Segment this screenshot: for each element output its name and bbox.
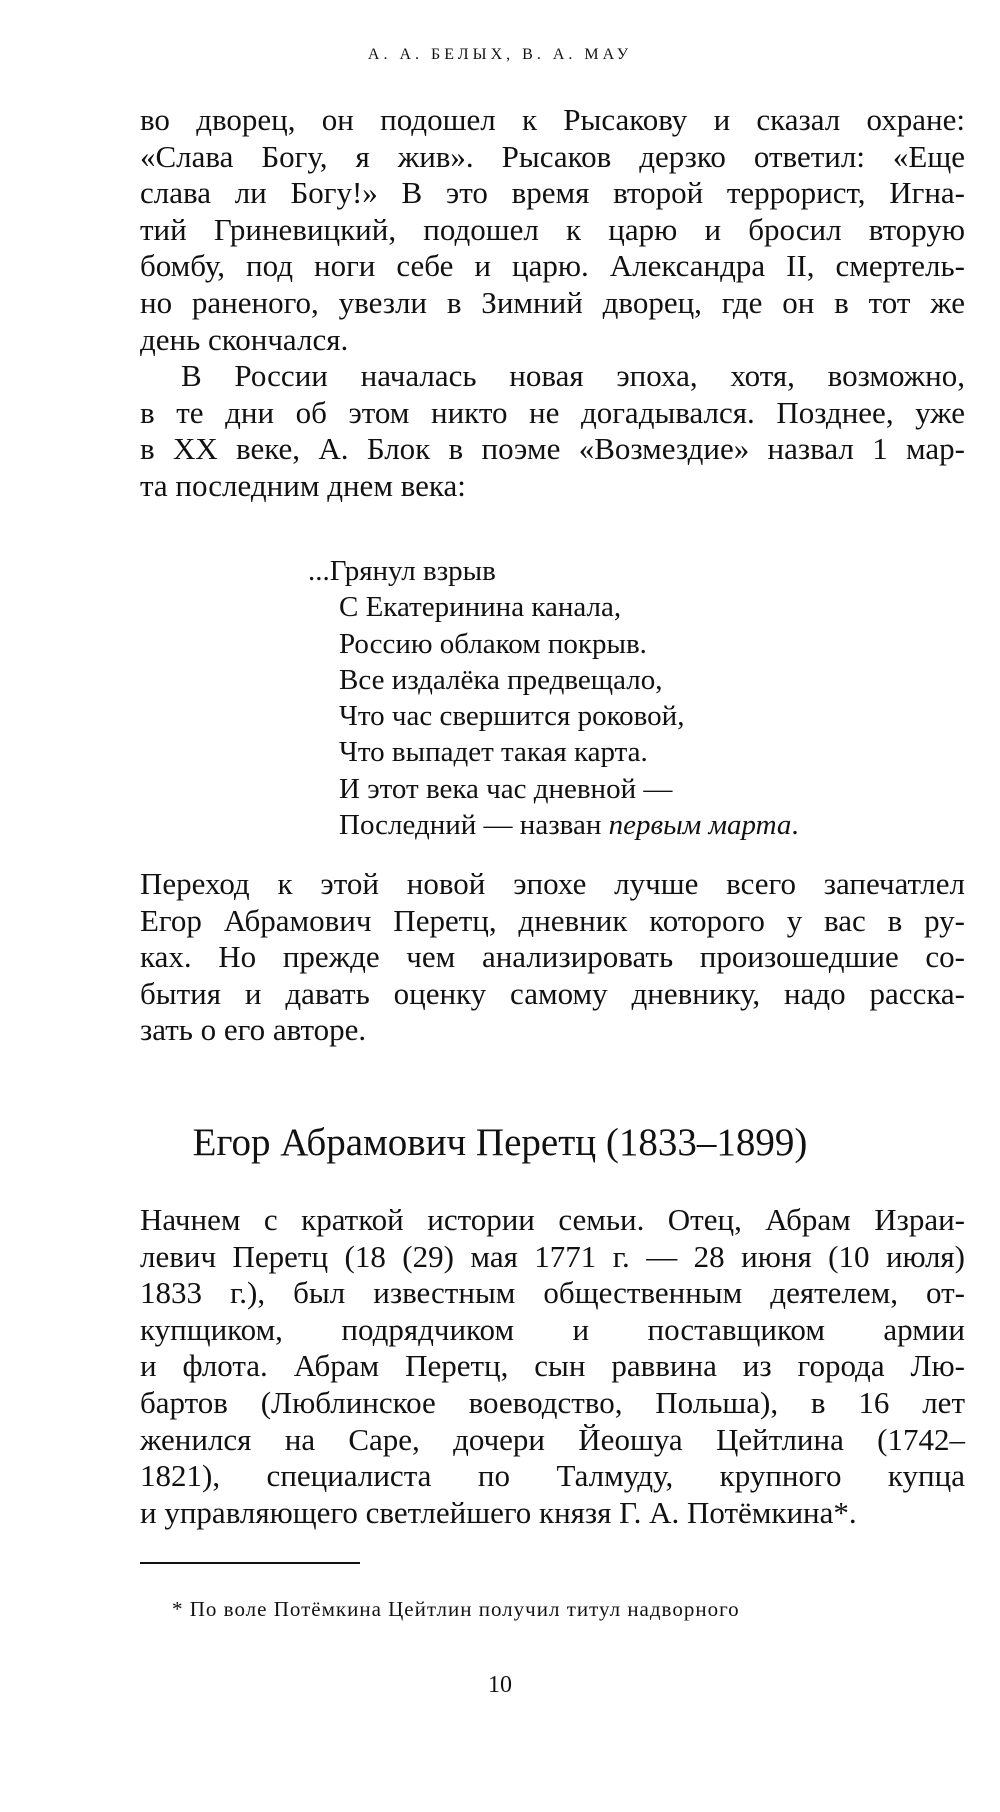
text-line: Начнем с краткой истории семьи. Отец, Абрам Израи- [140,1202,965,1237]
text-line: В России началась новая эпоха, хотя, возможно, [181,358,965,393]
text-line: в XX веке, А. Блок в поэме «Возмездие» назвал 1 мар- [140,431,965,467]
text-line: но раненого, увезли в Зимний дворец, где он в тот же [140,284,965,320]
text-line: женился на Саре, дочери Йеошуа Цейтлина (1742– [140,1421,965,1457]
section-heading: Егор Абрамович Перетц (1833–1899) [192,1121,808,1164]
poem-line: Что выпадет такая карта. [339,736,648,769]
text-line: зать о его авторе. [140,1012,367,1048]
footnote-divider [140,1562,360,1564]
text-line: день скончался. [140,321,349,357]
poem-last-line [339,807,799,843]
page-number: 10 [488,1672,512,1698]
poem-line: Что час свершится роковой, [339,700,685,733]
text-line: левич Перетц (18 (29) мая 1771 г. — 28 июня (10 июля) [140,1238,965,1274]
poem-last-suffix: . [791,809,799,842]
text-line: во дворец, он подошел к Рысакову и сказал охране: [140,102,965,137]
poem-last-italic: первым марта [608,809,792,842]
poem-line: С Екатеринина канала, [339,591,622,624]
poem-line: Россию облаком покрыв. [339,627,647,660]
text-line: та последним днем века: [140,467,466,503]
poem-line: И этот века час дневной — [339,772,673,805]
text-line: «Слава Богу, я жив». Рысаков дерзко ответил: «Еще [140,138,965,174]
paragraph-2 [140,358,965,504]
text-line: 1833 г.), был известным общественным деятелем, от- [140,1275,965,1311]
text-line: и управляющего светлейшего князя Г. А. Потёмкина*. [140,1494,857,1530]
poem-line: Все издалёка предвещало, [339,663,663,696]
text-line: Переход к этой новой эпохе лучше всего запечатлел [140,866,965,901]
poem-last-prefix: Последний — назван [339,809,609,842]
text-line: бомбу, под ноги себе и царю. Александра II, смертель- [140,248,965,284]
poem-line: ...Грянул взрыв [308,555,496,587]
text-line: в те дни об этом никто не догадывался. Позднее, уже [140,394,965,430]
text-line: тий Гриневицкий, подошел к царю и бросил вторую [140,211,965,247]
running-head: А. А. БЕЛЫХ, В. А. МАУ [367,46,633,63]
text-line: купщиком, подрядчиком и поставщиком армии [140,1311,965,1347]
text-line: Егор Абрамович Перетц, дневник которого у вас в ру- [140,902,965,938]
paragraph-3 [140,866,965,1049]
text-line: и флота. Абрам Перетц, сын раввина из города Лю- [140,1348,965,1384]
paragraph-4 [140,1202,965,1531]
text-line: слава ли Богу!» В это время второй террорист, Игна- [140,175,965,211]
text-line: ках. Но прежде чем анализировать произошедшие со- [140,939,965,975]
poem-quote [308,553,799,843]
text-line: 1821), специалиста по Талмуду, крупного купца [140,1458,965,1494]
paragraph-1 [140,102,965,358]
text-line: бытия и давать оценку самому дневнику, надо расска- [140,975,965,1011]
footnote: * По воле Потёмкина Цейтлин получил титул надворного [172,1597,740,1621]
text-line: бартов (Люблинское воеводство, Польша), в 16 лет [140,1384,965,1420]
